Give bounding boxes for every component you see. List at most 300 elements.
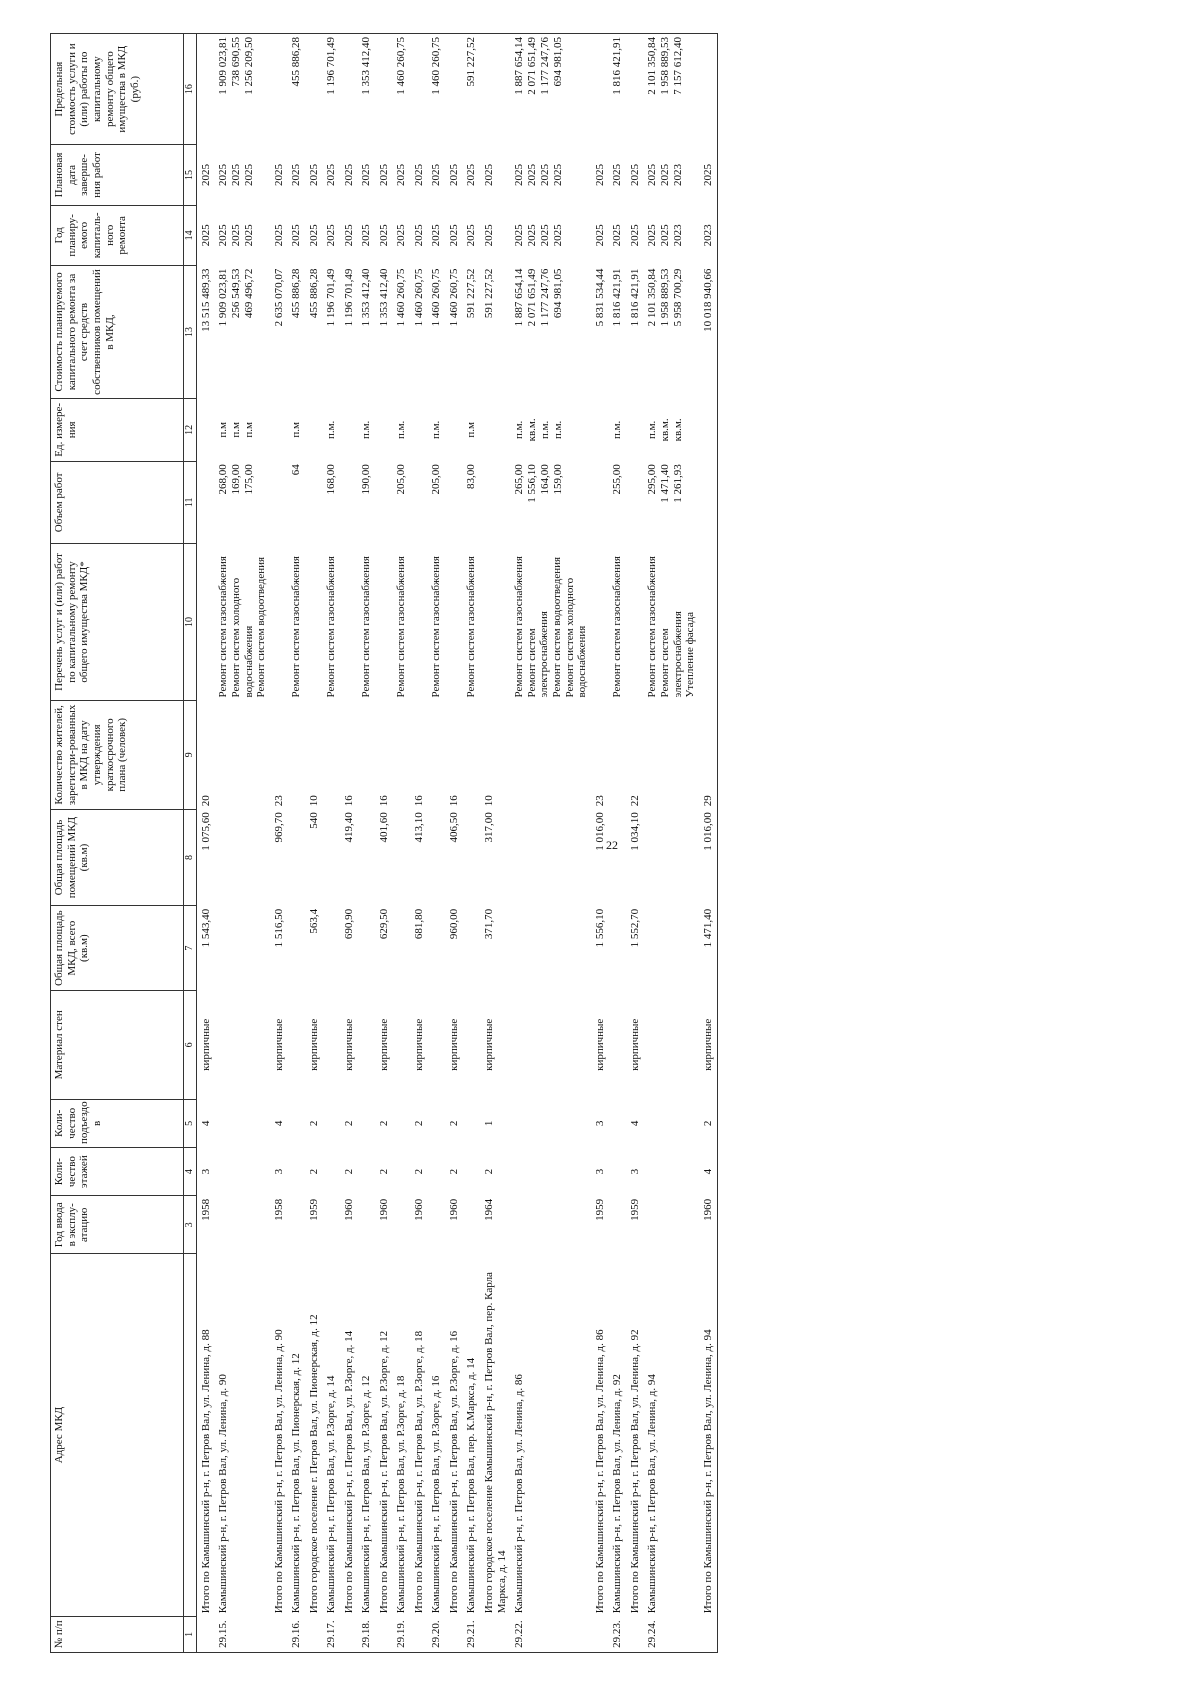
total-area-cell: 960,00 bbox=[448, 908, 461, 940]
unit-cell bbox=[215, 398, 270, 461]
limit-cost-line: 738 690,55 bbox=[230, 37, 242, 87]
cost-cell bbox=[197, 266, 216, 399]
due-date-line: 2025 bbox=[217, 163, 229, 186]
due-date-cell bbox=[270, 145, 288, 205]
year-cell: 1958 bbox=[273, 1198, 286, 1221]
row-number-cell bbox=[445, 1616, 463, 1652]
repair-year-line: 2025 bbox=[483, 224, 496, 247]
due-date-cell bbox=[375, 145, 393, 205]
wall-material-cell bbox=[288, 990, 305, 1099]
row-number-cell bbox=[480, 1616, 510, 1652]
total-row bbox=[626, 34, 644, 1653]
works-cell bbox=[215, 543, 270, 700]
repair-year-line: 2025 bbox=[646, 224, 659, 247]
floors-cell bbox=[358, 1148, 375, 1196]
repair-year-line: 2025 bbox=[659, 224, 672, 247]
unit-line: кв.м. bbox=[659, 418, 672, 442]
premises-area-cell bbox=[609, 809, 626, 906]
cost-cell bbox=[410, 266, 428, 399]
header-cell: № п/п bbox=[51, 1616, 184, 1652]
volume-cell bbox=[288, 461, 305, 543]
unit-cell bbox=[358, 398, 375, 461]
table-row bbox=[288, 34, 305, 1653]
due-date-cell bbox=[393, 145, 410, 205]
repair-year-line: 2025 bbox=[343, 224, 356, 247]
due-date-cell bbox=[428, 145, 445, 205]
due-date-line: 2025 bbox=[430, 163, 443, 186]
column-number-cell: 7 bbox=[184, 906, 197, 991]
works-cell bbox=[445, 543, 463, 700]
limit-cost-cell bbox=[463, 34, 480, 145]
works-cell bbox=[270, 543, 288, 700]
floors-cell: 4 bbox=[699, 1148, 718, 1196]
cost-line: 455 886,28 bbox=[308, 268, 321, 319]
year-cell: 1960 bbox=[378, 1198, 391, 1221]
limit-cost-line: 1 887 654,14 bbox=[512, 37, 525, 95]
due-date-line: 2025 bbox=[290, 163, 303, 186]
volume-line: 169,00 bbox=[230, 464, 242, 495]
cost-line: 469 496,72 bbox=[243, 268, 255, 319]
volume-line: 175,00 bbox=[243, 464, 255, 495]
cost-cell bbox=[215, 266, 270, 399]
year-cell: 1959 bbox=[594, 1198, 607, 1221]
header-cell: Коли-чество этажей bbox=[51, 1148, 184, 1196]
total-area-cell: 681,80 bbox=[413, 908, 426, 940]
cost-cell bbox=[463, 266, 480, 399]
wall-material-cell bbox=[215, 990, 270, 1099]
volume-cell bbox=[428, 461, 445, 543]
volume-cell bbox=[270, 461, 288, 543]
capital-repair-table bbox=[50, 33, 718, 1653]
repair-year-line: 2025 bbox=[217, 224, 229, 247]
row-number-cell: 29.22. bbox=[511, 1616, 592, 1652]
entrances-cell bbox=[288, 1099, 305, 1147]
due-date-cell bbox=[410, 145, 428, 205]
cost-line: 256 549,53 bbox=[230, 268, 242, 319]
due-date-cell bbox=[215, 145, 270, 205]
volume-line: 1 471,40 bbox=[659, 464, 672, 503]
volume-cell bbox=[644, 461, 699, 543]
year-cell bbox=[644, 1196, 699, 1254]
unit-line: п.м bbox=[243, 422, 255, 438]
cost-line: 10 018 940,66 bbox=[702, 268, 715, 332]
column-number-cell: 3 bbox=[184, 1196, 197, 1254]
wall-material-cell: кирпичные bbox=[629, 1018, 642, 1071]
entrances-cell: 2 bbox=[699, 1099, 718, 1147]
limit-cost-cell bbox=[428, 34, 445, 145]
row-number-cell bbox=[340, 1616, 358, 1652]
volume-line: 255,00 bbox=[611, 464, 624, 495]
entrances-cell bbox=[323, 1099, 340, 1147]
repair-year-line: 2025 bbox=[395, 224, 408, 247]
repair-year-cell bbox=[393, 205, 410, 265]
floors-cell bbox=[644, 1148, 699, 1196]
volume-cell bbox=[511, 461, 592, 543]
cost-line: 5 831 534,44 bbox=[594, 268, 607, 327]
repair-year-cell bbox=[644, 205, 699, 265]
unit-line: п.м bbox=[290, 422, 303, 438]
limit-cost-line: 1 256 209,50 bbox=[243, 37, 255, 95]
cost-line: 1 958 889,53 bbox=[659, 268, 672, 327]
header-cell: Год ввода в эксплу-атацию bbox=[51, 1196, 184, 1254]
volume-cell bbox=[626, 461, 644, 543]
residents-cell bbox=[323, 700, 340, 809]
due-date-cell bbox=[644, 145, 699, 205]
cost-line: 1 909 023,81 bbox=[217, 268, 229, 327]
total-area-cell: 1 552,70 bbox=[629, 908, 642, 948]
cost-line: 591 227,52 bbox=[483, 268, 496, 319]
cost-line: 455 886,28 bbox=[290, 268, 303, 319]
limit-cost-line: 7 157 612,40 bbox=[672, 37, 685, 95]
row-number-cell: 29.15. bbox=[215, 1616, 270, 1652]
works-line: Ремонт систем электроснабжения bbox=[525, 611, 551, 698]
year-cell bbox=[511, 1196, 592, 1254]
header-cell: Плановая дата заверше-ния работ bbox=[51, 145, 184, 205]
works-line: Ремонт систем водоотведения bbox=[550, 556, 563, 698]
total-area-cell: 1 471,40 bbox=[699, 906, 718, 991]
address-cell: Итого по Камышинский р-н, г. Петров Вал, ул. Р.Зорге, д. 12 bbox=[378, 1330, 391, 1614]
address-cell: Камышинский р-н, г. Петров Вал, ул. Ленина, д. 86 bbox=[512, 1374, 525, 1614]
cost-cell bbox=[445, 266, 463, 399]
volume-line: 159,00 bbox=[551, 464, 564, 495]
total-area-cell: 690,90 bbox=[343, 908, 356, 940]
row-number-cell bbox=[591, 1616, 609, 1652]
column-number-cell: 13 bbox=[184, 266, 197, 399]
cost-line: 1 196 701,49 bbox=[343, 268, 356, 327]
table-row bbox=[323, 34, 340, 1653]
cost-cell bbox=[393, 266, 410, 399]
works-line: Ремонт систем электроснабжения bbox=[659, 611, 684, 698]
works-line: Ремонт систем холодного водоснабжения bbox=[230, 577, 255, 698]
repair-year-cell bbox=[323, 205, 340, 265]
works-cell bbox=[288, 543, 305, 700]
total-row bbox=[699, 34, 718, 1653]
wall-material-cell bbox=[511, 990, 592, 1099]
unit-cell bbox=[511, 398, 592, 461]
header-cell: Материал стен bbox=[51, 990, 184, 1099]
row-number-cell bbox=[375, 1616, 393, 1652]
residents-cell bbox=[463, 700, 480, 809]
residents-cell bbox=[215, 700, 270, 809]
unit-line: п.м. bbox=[360, 420, 373, 440]
due-date-cell bbox=[358, 145, 375, 205]
works-line: Ремонт систем газоснабжения bbox=[395, 556, 408, 698]
limit-cost-cell bbox=[393, 34, 410, 145]
cost-line: 1 887 654,14 bbox=[512, 268, 525, 327]
address-cell: Итого по Камышинский р-н, г. Петров Вал, ул. Р.Зорге, д. 16 bbox=[448, 1330, 461, 1614]
repair-year-line: 2025 bbox=[512, 224, 525, 247]
repair-year-cell bbox=[626, 205, 644, 265]
limit-cost-line: 1 196 701,49 bbox=[325, 37, 338, 95]
works-line: Ремонт систем холодного водоснабжения bbox=[563, 577, 589, 698]
address-cell: Итого по Камышинский р-н, г. Петров Вал, ул. Р.Зорге, д. 18 bbox=[413, 1330, 426, 1614]
year-cell: 1960 bbox=[413, 1198, 426, 1221]
residents-cell bbox=[511, 700, 592, 809]
premises-area-cell: 1 016,00 bbox=[699, 809, 718, 906]
floors-cell bbox=[288, 1148, 305, 1196]
unit-line: п.м. bbox=[395, 420, 408, 440]
address-cell: Камышинский р-н, г. Петров Вал, ул. Ленина, д. 90 bbox=[217, 1374, 229, 1614]
row-number-cell bbox=[197, 1616, 216, 1652]
cost-cell bbox=[644, 266, 699, 399]
row-number-cell bbox=[410, 1616, 428, 1652]
premises-area-cell: 969,70 bbox=[273, 812, 286, 843]
repair-year-line: 2025 bbox=[200, 224, 212, 247]
header-cell: Адрес МКД bbox=[51, 1254, 184, 1616]
wall-material-cell: кирпичные bbox=[200, 1018, 212, 1071]
header-cell: Предельная стоимость услуги и (или) работы по капитальному ремонту общего имущества в МКД (руб.) bbox=[51, 34, 184, 145]
premises-area-cell: 1 075,60 bbox=[200, 812, 212, 851]
floors-cell bbox=[215, 1148, 270, 1196]
year-cell: 1960 bbox=[448, 1198, 461, 1221]
due-date-line: 2025 bbox=[465, 163, 478, 186]
repair-year-cell bbox=[215, 205, 270, 265]
limit-cost-cell bbox=[511, 34, 592, 145]
volume-cell bbox=[609, 461, 626, 543]
residents-cell bbox=[609, 700, 626, 809]
premises-area-cell bbox=[511, 809, 592, 906]
address-cell: Итого по Камышинский р-н, г. Петров Вал, ул. Ленина, д. 90 bbox=[273, 1329, 286, 1614]
unit-cell bbox=[445, 398, 463, 461]
column-number-cell: 6 bbox=[184, 990, 197, 1099]
total-area-cell bbox=[609, 906, 626, 991]
works-cell bbox=[305, 543, 323, 700]
volume-line: 64 bbox=[290, 464, 303, 476]
volume-line: 205,00 bbox=[430, 464, 443, 495]
due-date-line: 2025 bbox=[629, 163, 642, 186]
repair-year-line: 2025 bbox=[538, 224, 551, 247]
volume-cell bbox=[480, 461, 510, 543]
repair-year-line: 2025 bbox=[378, 224, 391, 247]
unit-line: п.м. bbox=[538, 420, 551, 440]
floors-cell: 2 bbox=[343, 1168, 356, 1175]
residents-cell: 16 bbox=[413, 795, 426, 807]
limit-cost-line: 1 460 260,75 bbox=[430, 37, 443, 95]
unit-cell bbox=[428, 398, 445, 461]
limit-cost-line: 1 460 260,75 bbox=[395, 37, 408, 95]
cost-line: 5 958 700,29 bbox=[672, 268, 685, 327]
repair-year-line: 2025 bbox=[290, 224, 303, 247]
floors-cell bbox=[323, 1148, 340, 1196]
total-area-cell bbox=[393, 906, 410, 991]
unit-cell bbox=[609, 398, 626, 461]
repair-year-cell bbox=[375, 205, 393, 265]
row-number-cell: 29.24. bbox=[644, 1616, 699, 1652]
limit-cost-cell bbox=[480, 34, 510, 145]
unit-cell bbox=[305, 398, 323, 461]
cost-cell bbox=[270, 266, 288, 399]
premises-area-cell bbox=[358, 809, 375, 906]
volume-cell bbox=[305, 461, 323, 543]
due-date-line: 2023 bbox=[672, 163, 685, 186]
premises-area-cell: 1 016,00 bbox=[594, 812, 607, 851]
works-cell bbox=[358, 543, 375, 700]
floors-cell: 3 bbox=[200, 1168, 212, 1175]
limit-cost-cell bbox=[358, 34, 375, 145]
residents-cell bbox=[644, 700, 699, 809]
limit-cost-line: 2 071 651,49 bbox=[525, 37, 538, 95]
year-cell: 1960 bbox=[699, 1196, 718, 1254]
entrances-cell bbox=[609, 1099, 626, 1147]
address-cell: Итого городское поселение г. Петров Вал, ул. Пионерская, д. 12 bbox=[308, 1314, 321, 1614]
unit-cell bbox=[410, 398, 428, 461]
residents-cell bbox=[358, 700, 375, 809]
row-number-cell: 29.17. bbox=[323, 1616, 340, 1652]
due-date-cell bbox=[480, 145, 510, 205]
page-number: 22 bbox=[606, 838, 618, 852]
repair-year-cell bbox=[463, 205, 480, 265]
table-row bbox=[644, 34, 699, 1653]
entrances-cell bbox=[215, 1099, 270, 1147]
unit-cell bbox=[270, 398, 288, 461]
table-header bbox=[51, 34, 197, 1653]
premises-area-cell bbox=[644, 809, 699, 906]
floors-cell bbox=[393, 1148, 410, 1196]
unit-cell bbox=[463, 398, 480, 461]
address-cell: Итого по Камышинский р-н, г. Петров Вал, ул. Ленина, д. 94 bbox=[699, 1254, 718, 1616]
residents-cell: 22 bbox=[629, 795, 642, 807]
total-row bbox=[340, 34, 358, 1653]
repair-year-cell bbox=[480, 205, 510, 265]
limit-cost-line: 1 909 023,81 bbox=[217, 37, 229, 95]
total-area-cell bbox=[358, 906, 375, 991]
works-cell bbox=[511, 543, 592, 700]
cost-cell bbox=[305, 266, 323, 399]
residents-cell: 20 bbox=[200, 795, 212, 807]
due-date-line: 2025 bbox=[594, 163, 607, 186]
unit-cell bbox=[480, 398, 510, 461]
premises-area-cell bbox=[215, 809, 270, 906]
works-cell bbox=[626, 543, 644, 700]
works-line: Ремонт систем газоснабжения bbox=[465, 556, 478, 698]
works-line: Ремонт систем газоснабжения bbox=[646, 556, 659, 698]
limit-cost-cell bbox=[197, 34, 216, 145]
floors-cell: 2 bbox=[413, 1168, 426, 1175]
cost-line: 1 196 701,49 bbox=[325, 268, 338, 327]
limit-cost-cell bbox=[340, 34, 358, 145]
limit-cost-cell bbox=[305, 34, 323, 145]
residents-cell: 16 bbox=[378, 795, 391, 807]
cost-line: 13 515 489,33 bbox=[200, 268, 212, 332]
works-cell bbox=[699, 543, 718, 700]
cost-cell bbox=[323, 266, 340, 399]
repair-year-cell bbox=[270, 205, 288, 265]
total-area-cell: 629,50 bbox=[378, 908, 391, 940]
total-area-cell bbox=[323, 906, 340, 991]
premises-area-cell: 406,50 bbox=[448, 812, 461, 843]
address-cell: Камышинский р-н, г. Петров Вал, ул. Р.Зорге, д. 12 bbox=[360, 1375, 373, 1614]
floors-cell bbox=[609, 1148, 626, 1196]
cost-line: 1 353 412,40 bbox=[360, 268, 373, 327]
repair-year-cell bbox=[305, 205, 323, 265]
header-cell: Общая площадь МКД, всего (кв.м) bbox=[51, 906, 184, 991]
volume-cell bbox=[323, 461, 340, 543]
address-cell: Итого по Камышинский р-н, г. Петров Вал, ул. Ленина, д. 86 bbox=[594, 1329, 607, 1614]
wall-material-cell bbox=[644, 990, 699, 1099]
total-area-cell bbox=[511, 906, 592, 991]
due-date-line: 2025 bbox=[200, 163, 212, 186]
repair-year-line: 2025 bbox=[230, 224, 242, 247]
header-cell: Коли-чество подъездо в bbox=[51, 1099, 184, 1147]
works-line: Ремонт систем газоснабжения bbox=[611, 556, 624, 698]
column-number-cell: 10 bbox=[184, 543, 197, 700]
limit-cost-line: 1 353 412,40 bbox=[360, 37, 373, 95]
floors-cell: 2 bbox=[448, 1168, 461, 1175]
due-date-cell bbox=[511, 145, 592, 205]
cost-cell bbox=[591, 266, 609, 399]
header-row bbox=[51, 34, 184, 1653]
residents-cell: 16 bbox=[448, 795, 461, 807]
floors-cell: 2 bbox=[308, 1168, 321, 1175]
works-cell bbox=[428, 543, 445, 700]
cost-line: 1 460 260,75 bbox=[395, 268, 408, 327]
total-row bbox=[197, 34, 216, 1653]
residents-cell bbox=[428, 700, 445, 809]
repair-year-cell bbox=[591, 205, 609, 265]
cost-cell bbox=[340, 266, 358, 399]
cost-cell bbox=[375, 266, 393, 399]
works-line: Ремонт систем газоснабжения bbox=[512, 556, 525, 698]
premises-area-cell: 1 034,10 bbox=[629, 812, 642, 851]
premises-area-cell: 317,00 bbox=[483, 812, 496, 843]
repair-year-line: 2025 bbox=[551, 224, 564, 247]
cost-line: 1 177 247,76 bbox=[538, 268, 551, 327]
year-cell: 1958 bbox=[200, 1198, 212, 1221]
column-number-cell: 12 bbox=[184, 398, 197, 461]
repair-year-cell bbox=[358, 205, 375, 265]
repair-year-line: 2025 bbox=[465, 224, 478, 247]
limit-cost-cell bbox=[699, 34, 718, 145]
row-number-cell bbox=[305, 1616, 323, 1652]
wall-material-cell: кирпичные bbox=[594, 1018, 607, 1071]
cost-line: 1 353 412,40 bbox=[378, 268, 391, 327]
address-cell: Камышинский р-н, г. Петров Вал, ул. Ленина, д. 94 bbox=[646, 1374, 659, 1614]
wall-material-cell: кирпичные bbox=[699, 990, 718, 1099]
due-date-cell bbox=[699, 145, 718, 205]
total-area-cell: 1 543,40 bbox=[200, 908, 212, 948]
repair-year-line: 2025 bbox=[448, 224, 461, 247]
entrances-cell bbox=[358, 1099, 375, 1147]
column-number-cell: 15 bbox=[184, 145, 197, 205]
volume-line: 265,00 bbox=[512, 464, 525, 495]
unit-cell bbox=[197, 398, 216, 461]
limit-cost-line: 1 816 421,91 bbox=[611, 37, 624, 95]
total-area-cell bbox=[215, 906, 270, 991]
wall-material-cell: кирпичные bbox=[308, 1018, 321, 1071]
wall-material-cell: кирпичные bbox=[448, 1018, 461, 1071]
cost-cell bbox=[626, 266, 644, 399]
address-cell: Камышинский р-н, г. Петров Вал, ул. Р.Зорге, д. 14 bbox=[325, 1375, 338, 1614]
table-row bbox=[511, 34, 592, 1653]
due-date-line: 2025 bbox=[512, 163, 525, 186]
due-date-line: 2025 bbox=[659, 163, 672, 186]
premises-area-cell: 540 bbox=[308, 812, 321, 829]
limit-cost-line: 1 177 247,76 bbox=[538, 37, 551, 95]
works-cell bbox=[480, 543, 510, 700]
works-cell bbox=[197, 543, 216, 700]
volume-cell bbox=[463, 461, 480, 543]
row-number-cell: 29.21. bbox=[463, 1616, 480, 1652]
volume-line: 1 556,10 bbox=[525, 464, 538, 503]
year-cell: 1959 bbox=[629, 1198, 642, 1221]
total-row bbox=[591, 34, 609, 1653]
entrances-cell: 2 bbox=[413, 1120, 426, 1127]
works-cell bbox=[393, 543, 410, 700]
works-cell bbox=[340, 543, 358, 700]
due-date-cell bbox=[609, 145, 626, 205]
limit-cost-cell bbox=[445, 34, 463, 145]
limit-cost-cell bbox=[270, 34, 288, 145]
